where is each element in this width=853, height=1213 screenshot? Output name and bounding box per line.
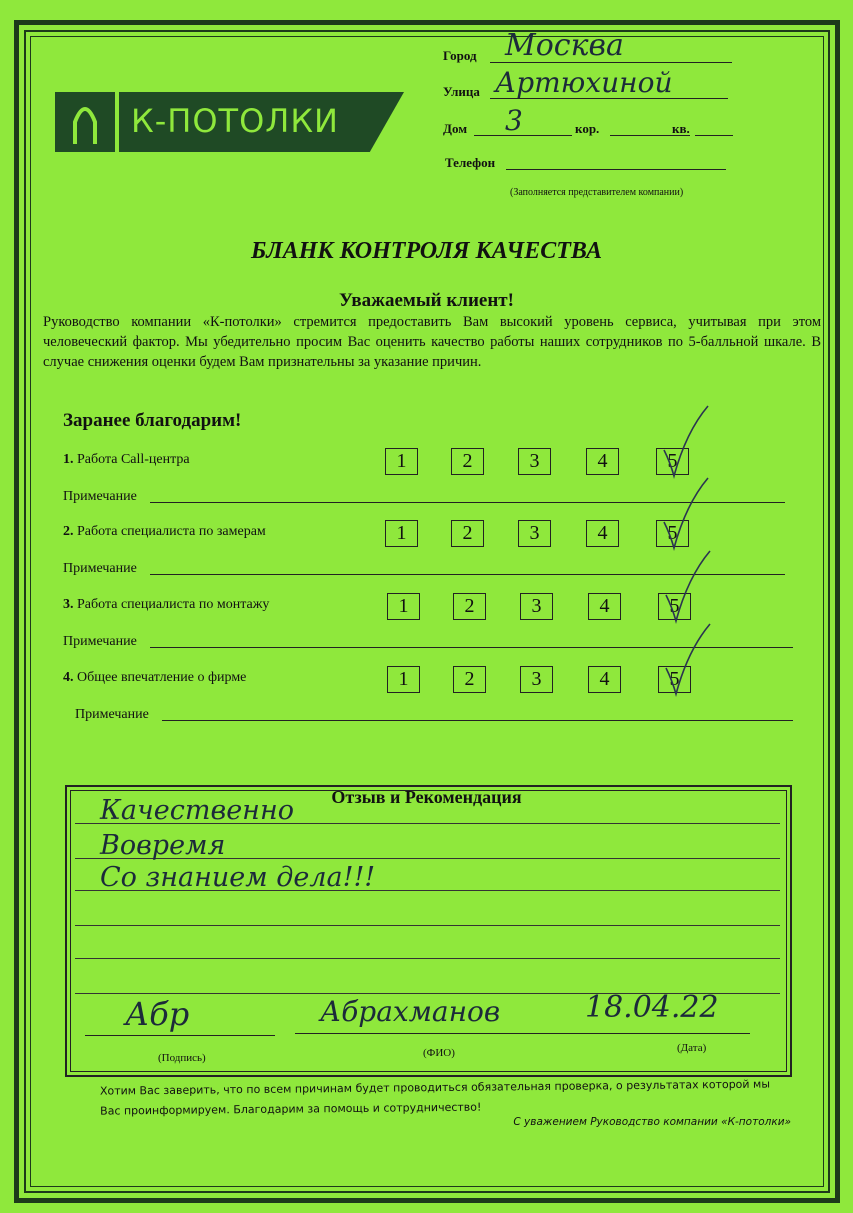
question-label: Работа специалиста по монтажу bbox=[77, 597, 270, 612]
review-line-2[interactable]: Вовремя bbox=[100, 830, 226, 861]
city-value[interactable]: Москва bbox=[505, 28, 624, 63]
footer-signoff: С уважением Руководство компании «К-потолки» bbox=[513, 1116, 791, 1128]
checkmark-icon bbox=[658, 620, 718, 700]
building-label: кор. bbox=[575, 121, 600, 136]
rating-box-5[interactable]: 5 bbox=[658, 666, 691, 693]
note-label: Примечание bbox=[63, 489, 137, 504]
question-label: Общее впечатление о фирме bbox=[77, 670, 247, 685]
question-4: 4. Общее впечатление о фирме bbox=[63, 670, 247, 685]
date-label: (Дата) bbox=[677, 1042, 707, 1054]
rating-box-3[interactable]: 3 bbox=[520, 666, 553, 693]
house-label: Дом bbox=[443, 121, 468, 136]
street-label: Улица bbox=[443, 84, 480, 99]
fio-value[interactable]: Абрахманов bbox=[320, 995, 501, 1028]
review-line-1[interactable]: Качественно bbox=[100, 795, 295, 826]
checkmark-icon bbox=[656, 474, 716, 554]
rating-box-4[interactable]: 4 bbox=[588, 666, 621, 693]
question-label: Работа Call-центра bbox=[77, 452, 190, 467]
rating-box-2[interactable]: 2 bbox=[451, 448, 484, 475]
signature-label: (Подпись) bbox=[158, 1052, 206, 1064]
note-label: Примечание bbox=[63, 634, 137, 649]
note-field[interactable] bbox=[162, 720, 793, 721]
checkmark-icon bbox=[658, 547, 718, 627]
rating-box-4[interactable]: 4 bbox=[586, 520, 619, 547]
rating-box-3[interactable]: 3 bbox=[518, 520, 551, 547]
greeting: Уважаемый клиент! bbox=[339, 290, 514, 311]
intro-paragraph: Руководство компании «К-потолки» стремится предоставить Вам высокий уровень сервиса, учитывая при этом человеческий фактор. Мы убедительно просим Вас оценить качество работы наших сотрудников по 5-балльной шкале. В случае снижения оценки будем Вам признательны за указание причин. bbox=[43, 314, 821, 370]
question-1: 1. Работа Call-центра bbox=[63, 452, 190, 467]
note-label: Примечание bbox=[63, 561, 137, 576]
question-label: Работа специалиста по замерам bbox=[77, 524, 266, 539]
rating-box-1[interactable]: 1 bbox=[387, 593, 420, 620]
house-value[interactable]: 3 bbox=[505, 104, 523, 137]
city-label: Город bbox=[443, 48, 477, 63]
date-value[interactable]: 18.04.22 bbox=[585, 990, 719, 1025]
rating-box-2[interactable]: 2 bbox=[453, 593, 486, 620]
rating-box-1[interactable]: 1 bbox=[387, 666, 420, 693]
rating-box-4[interactable]: 4 bbox=[588, 593, 621, 620]
question-2: 2. Работа специалиста по замерам bbox=[63, 524, 266, 539]
rating-box-5[interactable]: 5 bbox=[656, 520, 689, 547]
note-label: Примечание bbox=[75, 707, 149, 722]
rating-box-4[interactable]: 4 bbox=[586, 448, 619, 475]
rating-box-3[interactable]: 3 bbox=[518, 448, 551, 475]
rating-box-1[interactable]: 1 bbox=[385, 448, 418, 475]
rating-box-2[interactable]: 2 bbox=[453, 666, 486, 693]
thanks-heading: Заранее благодарим! bbox=[63, 410, 242, 431]
logo-text: К-ПОТОЛКИ bbox=[131, 102, 339, 140]
phone-label: Телефон bbox=[445, 155, 496, 170]
address-note: (Заполняется представителем компании) bbox=[510, 187, 684, 198]
rating-box-5[interactable]: 5 bbox=[656, 448, 689, 475]
logo bbox=[55, 92, 405, 152]
fio-label: (ФИО) bbox=[423, 1047, 455, 1059]
review-line-3[interactable]: Со знанием дела!!! bbox=[100, 862, 376, 893]
rating-box-1[interactable]: 1 bbox=[385, 520, 418, 547]
signature[interactable]: Абр bbox=[125, 995, 190, 1033]
arch-icon bbox=[55, 92, 115, 152]
page-title: БЛАНК КОНТРОЛЯ КАЧЕСТВА bbox=[250, 238, 603, 264]
review-title: Отзыв и Рекомендация bbox=[331, 787, 522, 807]
street-value[interactable]: Артюхиной bbox=[495, 66, 673, 99]
footer-text: Хотим Вас заверить, что по всем причинам будет проводиться обязательная проверка, о результатах которой мы Вас проинформируем. Благодарим за помощь и сотрудничество! bbox=[99, 1077, 771, 1118]
rating-box-2[interactable]: 2 bbox=[451, 520, 484, 547]
apt-label: кв. bbox=[672, 121, 690, 136]
question-3: 3. Работа специалиста по монтажу bbox=[63, 597, 270, 612]
rating-box-5[interactable]: 5 bbox=[658, 593, 691, 620]
checkmark-icon bbox=[656, 402, 716, 482]
rating-box-3[interactable]: 3 bbox=[520, 593, 553, 620]
